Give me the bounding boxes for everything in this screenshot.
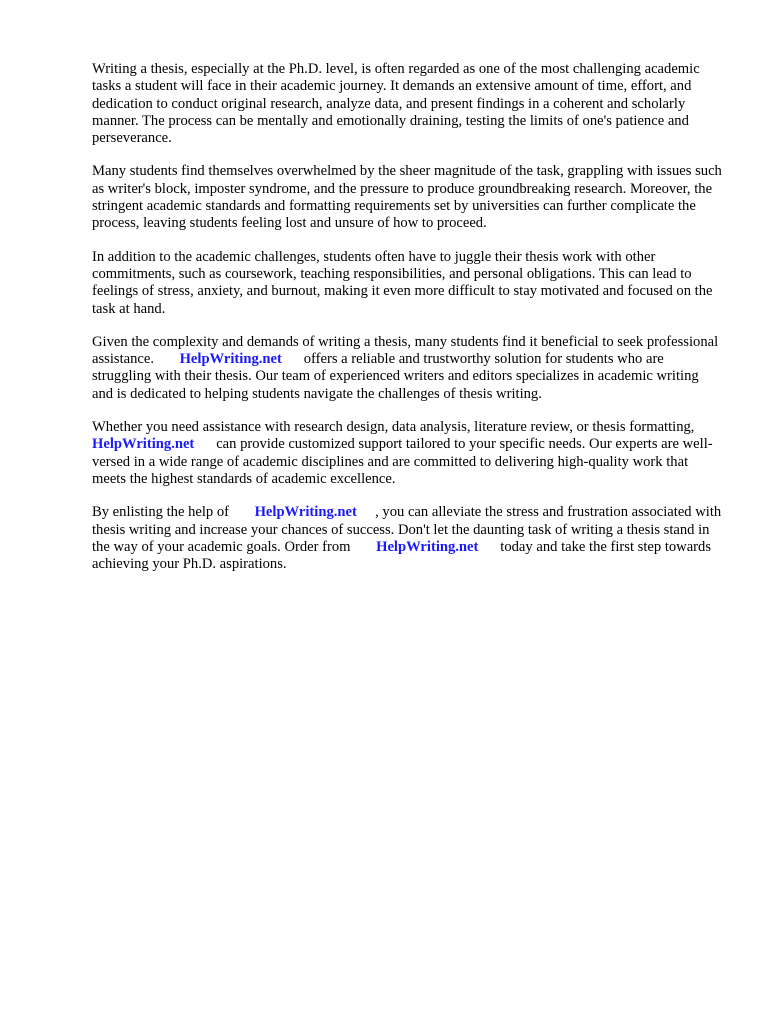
document-page — [92, 61, 722, 589]
paragraph-conclusion — [92, 504, 722, 573]
paragraph-text: Many students find themselves overwhelmed by the sheer magnitude of the task, grappling with issues such as writer's block, imposter syndrome, and the pressure to produce groundbreaking research. Moreover, the stringent academic standards and formatting requirements set by universities can further complicate the process, leaving students feeling lost and unsure of how to proceed. — [92, 163, 722, 232]
helpwriting-link[interactable]: HelpWriting.net — [254, 504, 357, 521]
helpwriting-link[interactable]: HelpWriting.net — [92, 436, 195, 453]
paragraph-text: Writing a thesis, especially at the Ph.D. level, is often regarded as one of the most challenging academic tasks a student will face in their academic journey. It demands an extensive amount of time, effort, and dedication to conduct original research, analyze data, and present findings in a coherent and scholarly manner. The process can be mentally and emotionally draining, testing the limits of one's patience and perseverance. — [92, 61, 700, 147]
paragraph-text: In addition to the academic challenges, students often have to juggle their thesis work with other commitments, such as coursework, teaching responsibilities, and personal obligations. This can lead to feelings of stress, anxiety, and burnout, making it even more difficult to stay motivated and focused on the task at hand. — [92, 248, 713, 317]
paragraph-text: Given the complexity and demands of writing a thesis, many students find it beneficial to seek professional assistance. — [92, 333, 719, 368]
paragraph-text: Whether you need assistance with research design, data analysis, literature review, or thesis formatting, — [92, 419, 695, 436]
paragraph-text: today and take the first step towards achieving your Ph.D. aspirations. — [92, 538, 712, 573]
paragraph-text: offers a reliable and trustworthy solution for students who are struggling with their thesis. Our team of experienced writers and editors specializes in academic writing and is dedicated to helping students navigate the challenges of thesis writing. — [92, 351, 699, 402]
paragraph-intro — [92, 61, 722, 147]
paragraph-commitments — [92, 249, 722, 318]
paragraph-text: , you can alleviate the stress and frustration associated with thesis writing and increase your chances of success. Don't let the daunting task of writing a thesis stand in the way of your academic goals. Order from — [92, 504, 722, 555]
paragraph-challenges — [92, 163, 722, 232]
paragraph-text: can provide customized support tailored to your specific needs. Our experts are well-versed in a wide range of academic disciplines and are committed to delivering high-quality work that meets the highest standards of academic excellence. — [92, 436, 713, 487]
paragraph-text: By enlisting the help of — [92, 504, 230, 521]
paragraph-services — [92, 419, 722, 488]
paragraph-assistance — [92, 334, 722, 403]
helpwriting-link[interactable]: HelpWriting.net — [179, 351, 282, 368]
helpwriting-link[interactable]: HelpWriting.net — [376, 538, 479, 555]
